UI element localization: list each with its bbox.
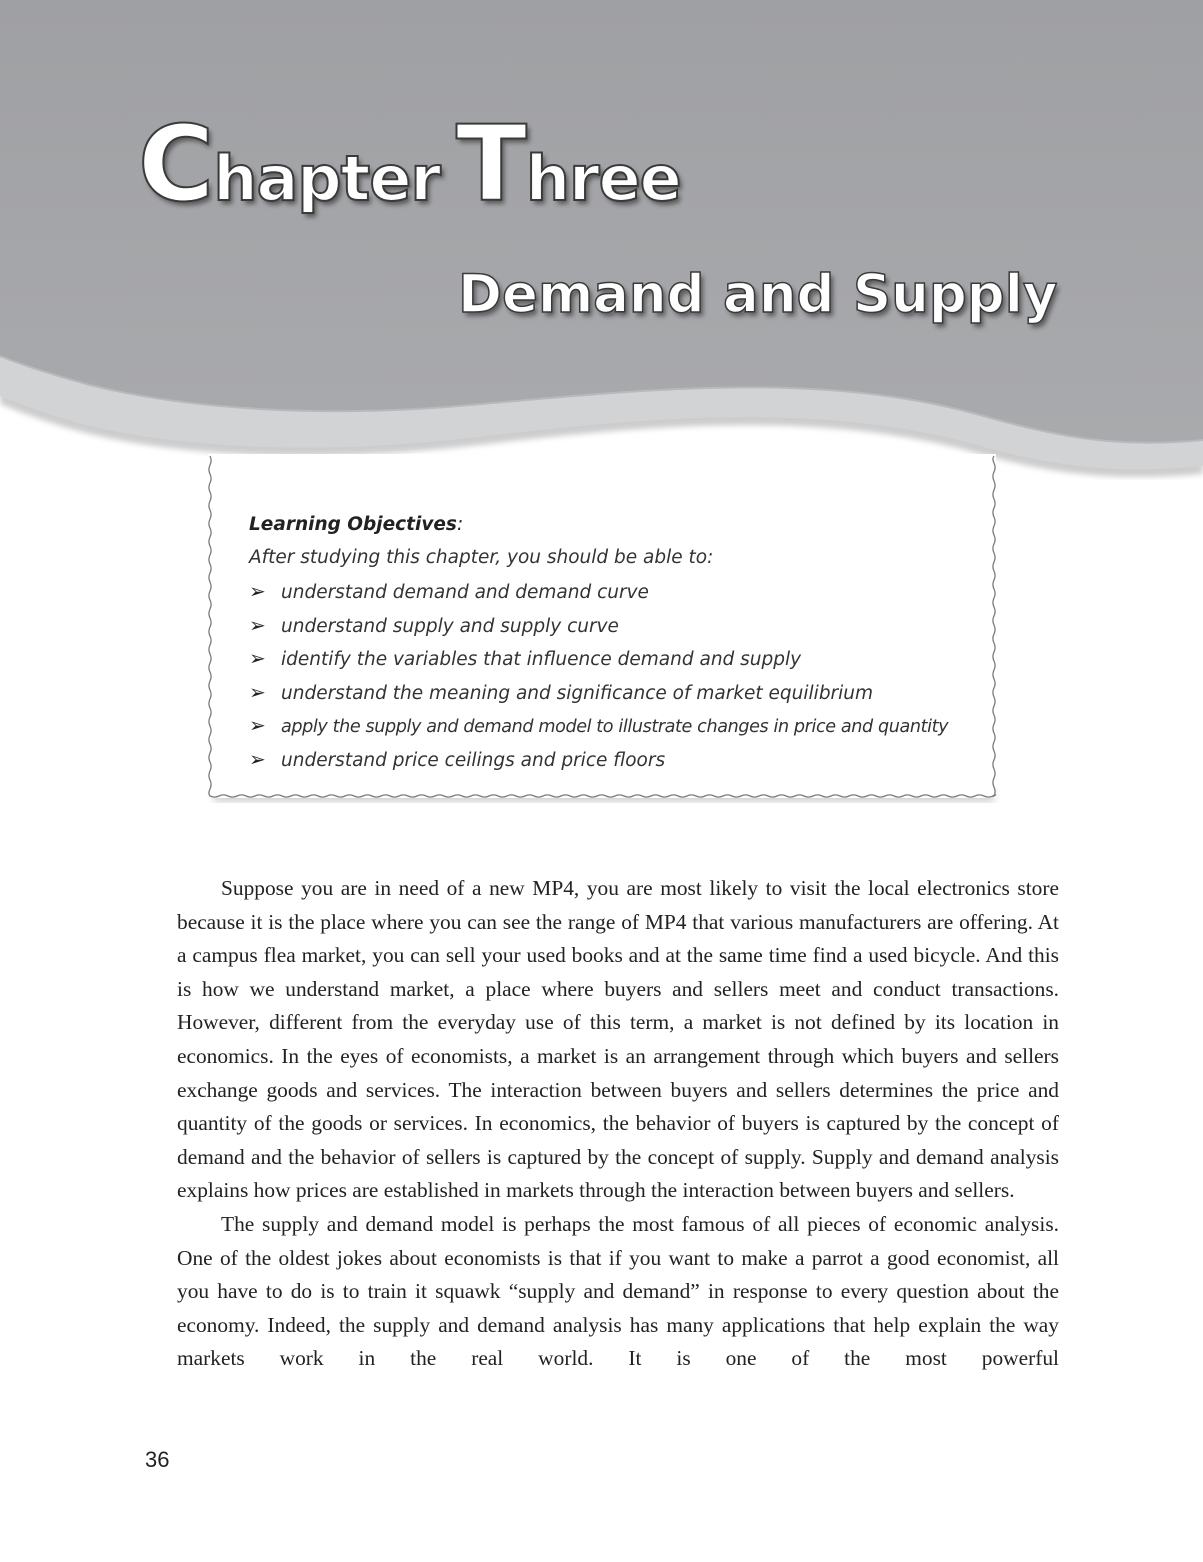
list-item: ➢ understand price ceilings and price floors [249, 743, 979, 777]
list-item: ➢ understand supply and supply curve [249, 609, 979, 643]
chapter-title-word-1: hapter [213, 142, 440, 215]
objectives-intro: After studying this chapter, you should be able to: [249, 547, 714, 568]
chapter-title [138, 103, 681, 225]
arrow-bullet-icon: ➢ [249, 612, 266, 637]
chapter-subtitle: Demand and Supply [458, 264, 1058, 325]
body-paragraph-2: The supply and demand model is perhaps the most famous of all pieces of economic analysis. One of the oldest jokes about economists is that if you want to make a parrot a good economist, all you have to do is to train it squawk “supply and demand” in response to every question about the economy. Indeed, the supply and demand analysis has many applications that help explain the way markets work in the real world. It is one of the most powerful [177, 1211, 1059, 1371]
arrow-bullet-icon: ➢ [249, 713, 266, 737]
list-item: ➢ apply the supply and demand model to illustrate changes in price and quantity [249, 709, 979, 743]
arrow-bullet-icon: ➢ [249, 579, 266, 603]
chapter-header-banner [0, 0, 1203, 480]
objectives-list [249, 575, 979, 776]
arrow-bullet-icon: ➢ [249, 679, 266, 704]
list-item: ➢ understand the meaning and significance of market equilibrium [249, 676, 979, 710]
learning-objectives-box [204, 448, 1000, 810]
objectives-heading: Learning Objectives: [249, 514, 464, 535]
objectives-content [249, 508, 979, 776]
body-text [177, 872, 1059, 1376]
list-item: ➢ identify the variables that influence demand and supply [249, 642, 979, 676]
list-item: ➢ understand demand and demand curve [249, 575, 979, 609]
chapter-title-initial-c: C [138, 103, 214, 225]
arrow-bullet-icon: ➢ [249, 746, 266, 771]
chapter-title-initial-t: T [455, 103, 526, 225]
body-paragraph-1: Suppose you are in need of a new MP4, you are most likely to visit the local electronics store because it is the place where you can see the range of MP4 that various manufacturers are offering. At a campus flea market, you can sell your used books and at the same time find a used bicycle. And this is how we understand market, a place where buyers and sellers meet and conduct transactions. However, different from the everyday use of this term, a market is not defined by its location in economics. In the eyes of economists, a market is an arrangement through which buyers and sellers exchange goods and services. The interaction between buyers and sellers determines the price and quantity of the goods or services. In economics, the behavior of buyers is captured by the concept of demand and the behavior of sellers is captured by the concept of supply. Supply and demand analysis explains how prices are established in markets through the interaction between buyers and sellers. [177, 876, 1059, 1203]
page-number: 36 [145, 1447, 170, 1472]
arrow-bullet-icon: ➢ [249, 646, 266, 670]
chapter-title-word-2: hree [525, 142, 681, 215]
